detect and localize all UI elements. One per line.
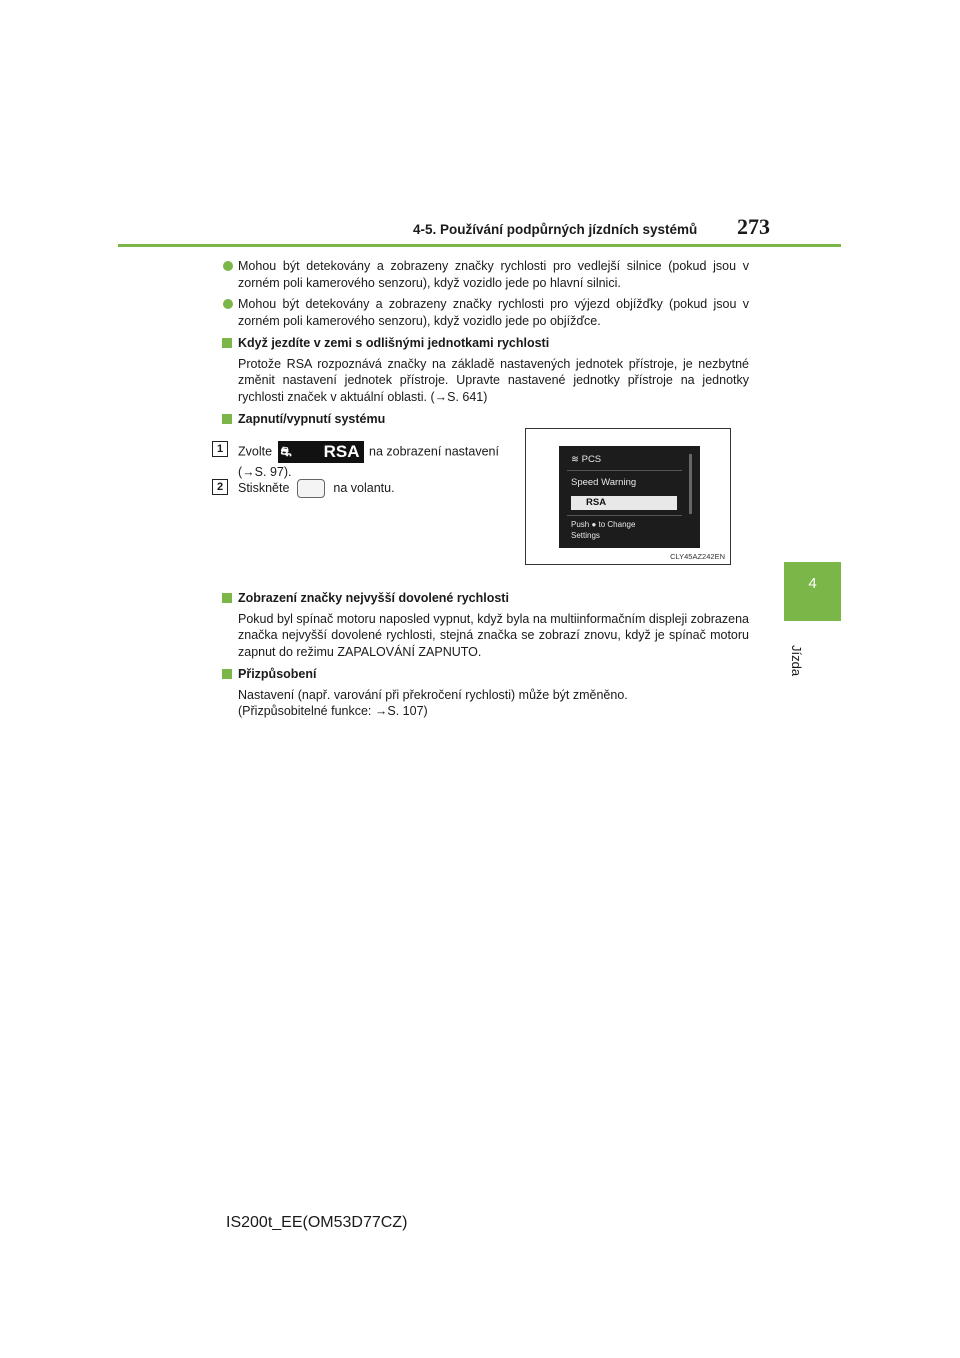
main-content (222, 258, 749, 432)
section-text: (Přizpůsobitelné funkce: →S. 107) (238, 704, 428, 718)
figure-code: CLY45AZ242EN (670, 552, 725, 561)
step-text (238, 441, 528, 481)
display-figure (525, 428, 731, 565)
footer-doc-code: IS200t_EE(OM53D77CZ) (226, 1214, 408, 1231)
display-hint-line1: Push ● to Change (571, 520, 636, 529)
menu-item-label: PCS (581, 454, 602, 465)
rsa-menu-icon (278, 441, 364, 463)
section-text: Pokud byl spínač motoru naposled vypnut, když byla na multiinformačním displeji zobrazena značka nejvyšší dovolené rychlosti, stejná značka se zobrazí znovu, když je spínač motoru zapnut do režimu ZAPALOVÁNÍ ZAPNUTO. (238, 611, 749, 659)
rsa-badge-label: RSA (323, 442, 360, 461)
section-title-text: Zobrazení značky nejvyšší dovolené rychlosti (238, 591, 509, 605)
bullet-text: Mohou být detekovány a zobrazeny značky rychlosti pro vedlejší silnice (pokud jsou v zorném poli kamerového senzoru), když vozidlo jede po hlavní silnici. (238, 259, 749, 290)
menu-separator (567, 470, 682, 471)
section-text: Protože RSA rozpoznává značky na základě nastavených jednotek přístroje, je nezbytné změnit nastavení jednotek přístroje. Upravte nastavené jednotky přístroje na jednotky rychlosti značek v aktuální oblasti. (→S. 641) (238, 356, 749, 404)
header-section-title: 4-5. Používání podpůrných jízdních systémů (413, 222, 698, 237)
bullet-item (222, 258, 749, 291)
step-text (238, 479, 528, 498)
pcs-icon: ≋ (571, 454, 582, 465)
bullet-dot-icon (223, 261, 233, 271)
bullet-text: Mohou být detekovány a zobrazeny značky rychlosti pro výjezd objížďky (pokud jsou v zorném poli kamerového senzoru), když vozidlo jede po objížďce. (238, 297, 749, 328)
menu-item-rsa-selected: RSA (571, 496, 677, 510)
header-rule (118, 244, 841, 247)
section-title (222, 590, 749, 607)
step-number: 1 (212, 441, 228, 457)
menu-item-pcs (571, 454, 601, 465)
section-title (222, 411, 749, 428)
section-title (222, 335, 749, 352)
car-sign-icon: ⛐ (280, 444, 292, 459)
display-hint-line2: Settings (571, 531, 600, 540)
section-text: Nastavení (např. varování při překročení rychlosti) může být změněno. (238, 687, 628, 702)
section-square-icon (222, 338, 232, 348)
step-text-after: na zobrazení nastavení (369, 444, 499, 459)
chapter-tab (784, 562, 841, 621)
step-text-line2: (→S. 97). (238, 465, 292, 479)
step-text-before: Stiskněte (238, 481, 290, 495)
lower-content (222, 584, 749, 724)
step-number: 2 (212, 479, 228, 495)
page-number: 273 (737, 214, 770, 239)
chapter-tab-label: Jízda (789, 645, 804, 677)
multi-info-display (559, 446, 700, 548)
section-square-icon (222, 414, 232, 424)
section-square-icon (222, 593, 232, 603)
menu-item-speed-warning: Speed Warning (571, 477, 637, 488)
menu-separator (567, 515, 682, 516)
bullet-item (222, 296, 749, 329)
bullet-dot-icon (223, 299, 233, 309)
section-title (222, 666, 749, 683)
section-square-icon (222, 669, 232, 679)
section-title-text: Přizpůsobení (238, 667, 317, 681)
steering-switch-icon (297, 479, 325, 498)
scrollbar (689, 454, 692, 514)
section-title-text: Když jezdíte v zemi s odlišnými jednotkami rychlosti (238, 336, 550, 350)
section-title-text: Zapnutí/vypnutí systému (238, 412, 386, 426)
chapter-tab-number: 4 (808, 575, 817, 592)
step-text-after: na volantu. (333, 481, 395, 495)
step-text-before: Zvolte (238, 444, 273, 459)
